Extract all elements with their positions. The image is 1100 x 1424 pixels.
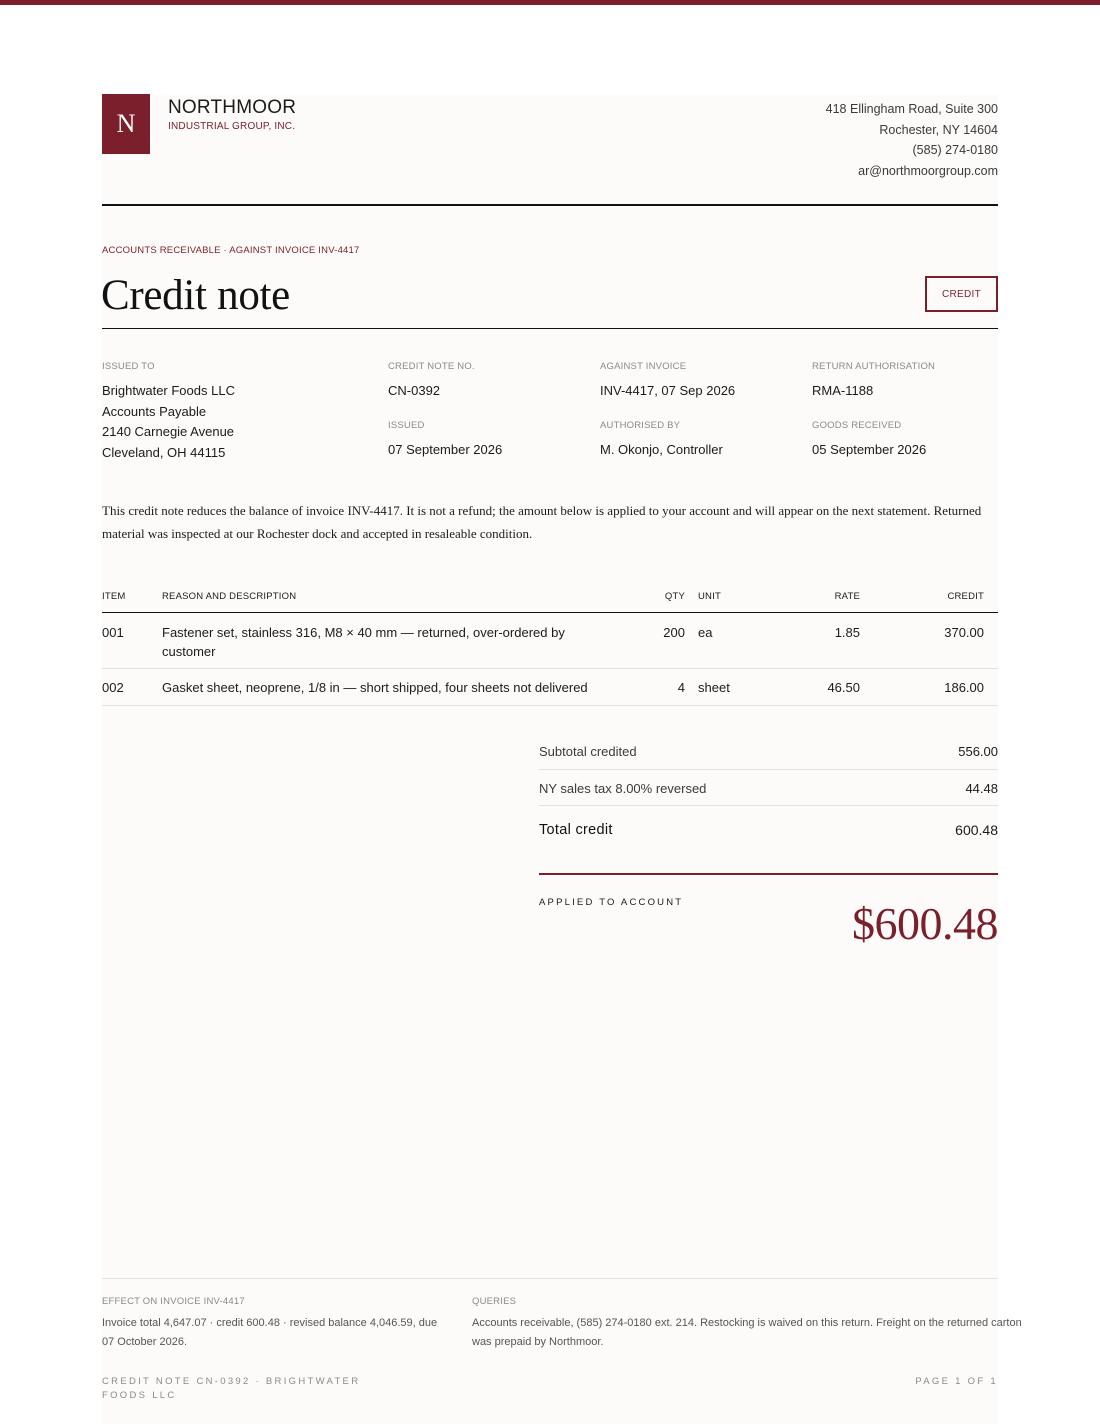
row-divider <box>102 705 998 706</box>
issued-date: 07 September 2026 <box>388 442 503 457</box>
status-badge: CREDIT <box>925 276 998 312</box>
queries-text: Accounts receivable, (585) 274-0180 ext. 214. Restocking is waived on this return. Freight on the returned carton was prepaid by Northmoor. <box>472 1317 1022 1348</box>
row-rate: 1.85 <box>834 625 860 640</box>
address-line: 418 Ellingham Road, Suite 300 <box>825 102 998 116</box>
col-header-description: REASON AND DESCRIPTION <box>162 591 297 602</box>
issued-to <box>102 381 235 464</box>
subtotal-value: 556.00 <box>958 744 998 759</box>
row-item: 002 <box>102 680 124 695</box>
phone: (585) 274-0180 <box>912 143 998 158</box>
row-unit: sheet <box>698 680 730 695</box>
totals-divider <box>539 769 998 770</box>
company-address <box>826 99 998 182</box>
address-line: Rochester, NY 14604 <box>879 122 998 137</box>
company-name: NORTHMOOR <box>168 97 297 118</box>
totals-divider <box>539 805 998 806</box>
row-credit: 370.00 <box>944 625 984 640</box>
tax-value: 44.48 <box>965 781 998 796</box>
subtotal-label: Subtotal credited <box>539 744 637 759</box>
issued-label: ISSUED <box>388 420 425 431</box>
issued-to-line: 2140 Carnegie Avenue <box>102 424 235 440</box>
footer-divider <box>102 1278 998 1279</box>
return-authorisation: RMA-1188 <box>812 383 874 398</box>
tax-label: NY sales tax 8.00% reversed <box>539 781 707 796</box>
row-description: Fastener set, stainless 316, M8 × 40 mm — returned, over-ordered by customer <box>162 625 565 659</box>
applied-divider <box>539 873 998 875</box>
col-header-qty: QTY <box>664 591 685 602</box>
page-title: Credit note <box>101 272 290 319</box>
company-subtitle: INDUSTRIAL GROUP, INC. <box>168 121 296 132</box>
issued-to-label: ISSUED TO <box>102 361 155 372</box>
issued-to-line: Brightwater Foods LLC <box>102 383 235 398</box>
company-logo <box>102 94 150 154</box>
logo-initial: N <box>116 109 136 138</box>
row-unit: ea <box>698 625 713 640</box>
header-divider <box>102 204 998 206</box>
credit-note-no: CN-0392 <box>388 383 441 398</box>
queries-label: QUERIES <box>472 1296 517 1307</box>
row-rate: 46.50 <box>827 680 860 695</box>
title-divider <box>102 328 998 329</box>
col-header-rate: RATE <box>834 591 860 602</box>
col-header-unit: UNIT <box>698 591 721 602</box>
issued-to-line: Accounts Payable <box>102 403 207 419</box>
total-credit-value: 600.48 <box>955 822 998 838</box>
credit-note-no-label: CREDIT NOTE NO. <box>388 361 475 372</box>
against-invoice-label: AGAINST INVOICE <box>600 361 687 372</box>
top-accent-bar <box>0 0 1100 5</box>
goods-received: 05 September 2026 <box>812 442 927 457</box>
return-authorisation-label: RETURN AUTHORISATION <box>812 361 936 372</box>
row-description: Gasket sheet, neoprene, 1/8 in — short shipped, four sheets not delivered <box>162 680 588 695</box>
table-header-divider <box>102 612 998 613</box>
col-header-credit: CREDIT <box>947 591 984 602</box>
row-item: 001 <box>102 625 124 640</box>
applied-to-account-label: APPLIED TO ACCOUNT <box>539 897 684 908</box>
credit-note-explanation: This credit note reduces the balance of invoice INV-4417. It is not a refund; the amount below is applied to your account and will appear on the next statement. Returned material was inspected at our Rochester dock and accepted in resaleable condition. <box>102 503 982 541</box>
row-divider <box>102 668 998 669</box>
total-credit-label: Total credit <box>539 822 613 838</box>
row-qty: 200 <box>663 625 685 640</box>
row-credit: 186.00 <box>944 680 984 695</box>
goods-received-label: GOODS RECEIVED <box>812 420 902 431</box>
against-invoice: INV-4417, 07 Sep 2026 <box>600 383 736 398</box>
row-qty: 4 <box>677 680 685 695</box>
applied-amount: $600.48 <box>852 898 998 949</box>
authorised-by-label: AUTHORISED BY <box>600 420 681 431</box>
page-number: PAGE 1 OF 1 <box>915 1376 998 1387</box>
col-header-item: ITEM <box>102 591 126 602</box>
colophon-left: CREDIT NOTE CN-0392 · BRIGHTWATER FOODS LLC <box>102 1376 361 1401</box>
email-link[interactable]: ar@northmoorgroup.com <box>858 164 998 179</box>
authorised-by: M. Okonjo, Controller <box>600 442 723 457</box>
eyebrow: ACCOUNTS RECEIVABLE · AGAINST INVOICE INV-4417 <box>102 245 360 256</box>
effect-label: EFFECT ON INVOICE INV-4417 <box>102 1296 245 1307</box>
issued-to-line: Cleveland, OH 44115 <box>102 445 226 461</box>
effect-text: Invoice total 4,647.07 · credit 600.48 · revised balance 4,046.59, due 07 October 2026. <box>102 1317 438 1348</box>
